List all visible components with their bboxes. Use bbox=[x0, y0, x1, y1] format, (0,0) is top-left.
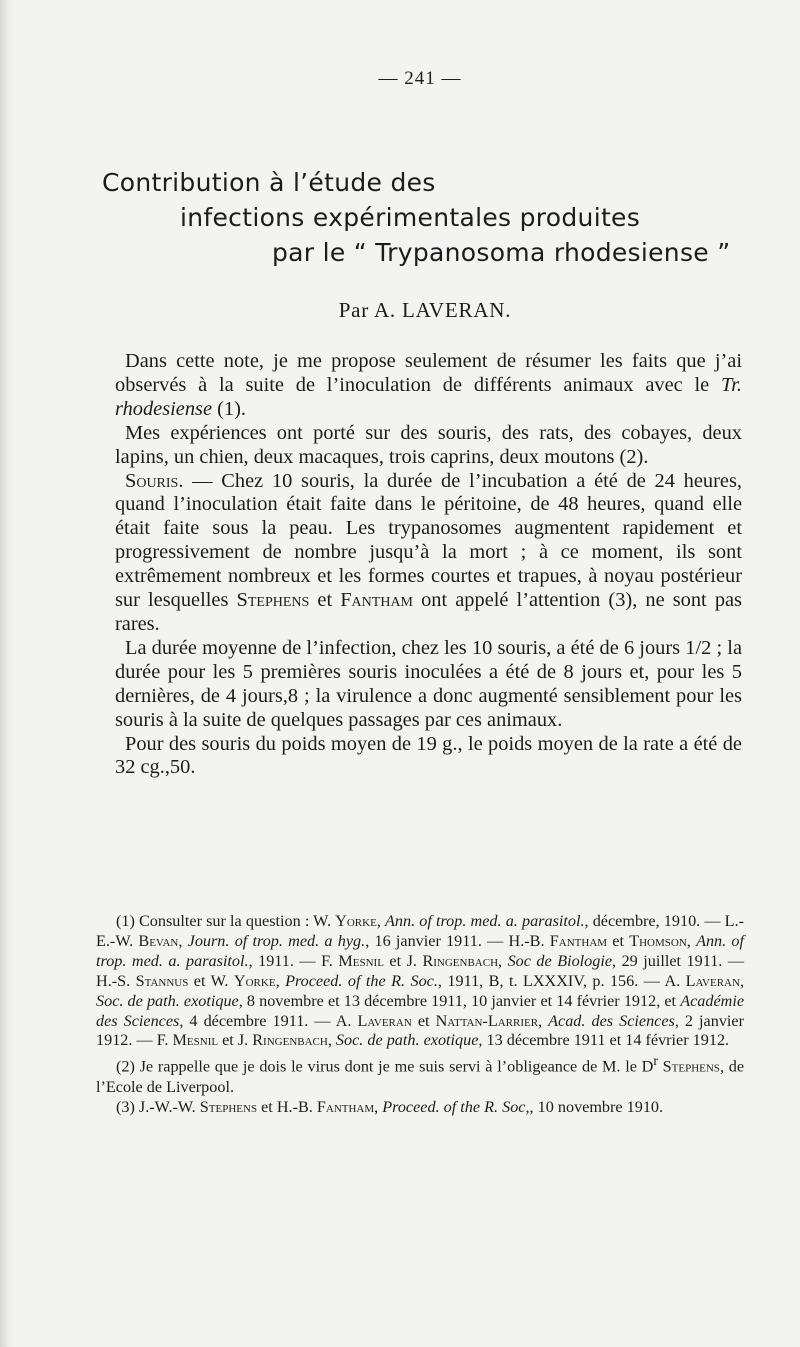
footnote-run: et J. bbox=[218, 1031, 253, 1050]
footnote-run: , 29 juillet 1911. — H.-S. bbox=[96, 951, 745, 990]
paragraph-souris-text-a: — Chez 10 souris, la durée de l’incubation a été de 24 heures, quand l’inoculation était faite dans le péritoine, de 48 heures, quand elle était faite sous la peau. Les trypanosomes augmentent rapidement et progressivement de nombre jusqu’à la mort ; à ce moment, ils sont extrêmement nombreux et les formes courtes et trapues, à noyau postérieur sur lesquelles bbox=[115, 469, 742, 612]
footnote-run: Ann. of trop. med. a. parasitol. bbox=[385, 912, 585, 930]
footnote-run: , 2 janvier 1912. — F. bbox=[96, 1011, 744, 1050]
paragraph-intro bbox=[115, 350, 742, 422]
footnote-run: Laveran bbox=[357, 1011, 412, 1030]
footnote-run: et J. bbox=[383, 951, 423, 970]
footnote-run: , bbox=[498, 951, 508, 970]
title-line-3: par le “ Trypanosoma rhodesiense ” bbox=[272, 238, 731, 267]
author-line: Par A. LAVERAN. bbox=[338, 298, 512, 322]
footnote-run: , 1911, B, t. LXXXIV, p. 156. — A. bbox=[437, 971, 686, 990]
footnote-run: Proceed. of the R. Soc. bbox=[285, 971, 438, 990]
footnote-1 bbox=[96, 912, 744, 1051]
footnote-run: et W. bbox=[188, 971, 234, 990]
footnote-run: , 8 novembre et 13 décembre 1911, 10 janvier et 14 février 1912, et bbox=[238, 991, 681, 1010]
footnote-run: (1) Consulter sur la question : W. bbox=[116, 912, 336, 930]
footnote-run: et bbox=[411, 1011, 436, 1030]
paragraph-intro-text-a: Dans cette note, je me propose seulement de résumer les faits que j’ai observés à la suite de l’inoculation de différents animaux avec le bbox=[115, 350, 742, 396]
conjunction: et bbox=[309, 589, 341, 612]
species-name: Tr. rhodesiense bbox=[115, 373, 742, 420]
paragraph-experiments: Mes expériences ont porté sur des souris, des rats, des cobayes, deux lapins, un chien, deux macaques, trois caprins, deux moutons (2). bbox=[115, 421, 742, 468]
footnote-run: , bbox=[327, 1031, 336, 1050]
footnote-run: , 13 décembre 1911 et 14 février 1912. bbox=[478, 1031, 730, 1050]
footnote-run: (3) J.-W.-W. bbox=[116, 1097, 200, 1116]
footnote-run: Soc. de path. exotique bbox=[335, 1031, 479, 1050]
footnote-run: Thomson bbox=[629, 931, 687, 950]
footnote-run: Mesnil bbox=[172, 1031, 219, 1050]
footnote-run: et H.-B. bbox=[257, 1097, 317, 1116]
footnote-run: , bbox=[376, 912, 385, 930]
footnote-run: Académie des Sciences bbox=[96, 991, 745, 1030]
footnote-run: Soc. de path. exotique bbox=[96, 991, 239, 1010]
footnote-run: Soc de Biologie bbox=[507, 951, 613, 970]
footnote-run: , bbox=[686, 931, 697, 950]
paragraph-souris-text-b: ont appelé l’attention (3), ne sont pas rares. bbox=[115, 589, 742, 635]
footnote-run: Acad. des Sciences bbox=[548, 1011, 675, 1030]
title-line-1: Contribution à l’étude des bbox=[102, 168, 436, 197]
paragraph-weight: Pour des souris du poids moyen de 19 g., le poids moyen de la rate a été de 32 cg.,50. bbox=[115, 732, 742, 779]
footnote-run: Mesnil bbox=[338, 951, 384, 970]
footnote-run: et bbox=[607, 931, 630, 950]
footnote-run: Proceed. of the R. Soc, bbox=[382, 1097, 530, 1116]
footnote-run: Nattan-Larrier bbox=[435, 1011, 539, 1030]
footnote-run: , bbox=[538, 1011, 549, 1030]
footnote-run: , 16 janvier 1911. — H.-B. bbox=[365, 931, 550, 950]
author-name: Stephens bbox=[236, 589, 310, 612]
footnote-run: Ringenbach bbox=[422, 951, 499, 970]
page-number: — 241 — bbox=[378, 68, 462, 89]
footnote-run: Ann. of trop. med. a. parasitol. bbox=[96, 931, 745, 970]
footnotes bbox=[96, 912, 744, 1117]
footnote-run: , 4 décembre 1911. — A. bbox=[179, 1011, 358, 1030]
title-line-2: infections expérimentales produites bbox=[180, 203, 641, 232]
footnote-run: Stannus bbox=[135, 971, 189, 990]
author-name: Fantham bbox=[340, 589, 414, 612]
footnote-run: Yorke bbox=[335, 912, 377, 930]
footnote-run: , 1911. — F. bbox=[248, 951, 339, 970]
footnote-2 bbox=[96, 1051, 744, 1097]
footnote-run: , bbox=[374, 1097, 383, 1116]
footnote-run: Stephens bbox=[662, 1057, 720, 1076]
footnote-run: (2) Je rappelle que je dois le virus dont je me suis servi à l’obligeance de M. le D bbox=[116, 1057, 654, 1076]
footnote-run: Journ. of trop. med. a hyg. bbox=[187, 931, 366, 950]
footnote-run: , bbox=[275, 971, 286, 990]
paragraph-duration: La durée moyenne de l’infection, chez les 10 souris, a été de 6 jours 1/2 ; la durée pour les 5 premières souris inoculées a été de 8 jours et, pour les 5 dernières, de 4 jours,8 ; la virulence a donc augmenté sensiblement pour les souris à la suite de quelques passages par ces animaux. bbox=[115, 636, 742, 731]
footnote-run: Yorke bbox=[233, 971, 276, 990]
footnote-run: , de l’Ecole de Liverpool. bbox=[96, 1057, 745, 1096]
footnote-run: , bbox=[178, 931, 188, 950]
footnote-run: Fantham bbox=[549, 931, 608, 950]
footnote-run: r bbox=[653, 1053, 658, 1069]
footnote-run: Stephens bbox=[199, 1097, 258, 1116]
footnote-3 bbox=[96, 1098, 744, 1118]
footnote-run: Fantham bbox=[316, 1097, 375, 1116]
page-edge-shadow bbox=[0, 0, 14, 1347]
paragraph-souris bbox=[115, 470, 742, 637]
footnote-run: Laveran bbox=[685, 971, 740, 990]
footnote-run: , bbox=[739, 971, 744, 990]
paragraph-intro-text-b: (1). bbox=[212, 397, 247, 420]
section-heading-souris: Souris. bbox=[125, 469, 184, 492]
article-body bbox=[115, 350, 742, 780]
footnote-run: , 10 novembre 1910. bbox=[529, 1097, 664, 1116]
footnote-run: , décembre, 1910. — L.-E.-W. bbox=[96, 912, 745, 950]
footnote-run: Bevan bbox=[138, 931, 179, 950]
footnote-run: Ringenbach bbox=[252, 1031, 328, 1050]
